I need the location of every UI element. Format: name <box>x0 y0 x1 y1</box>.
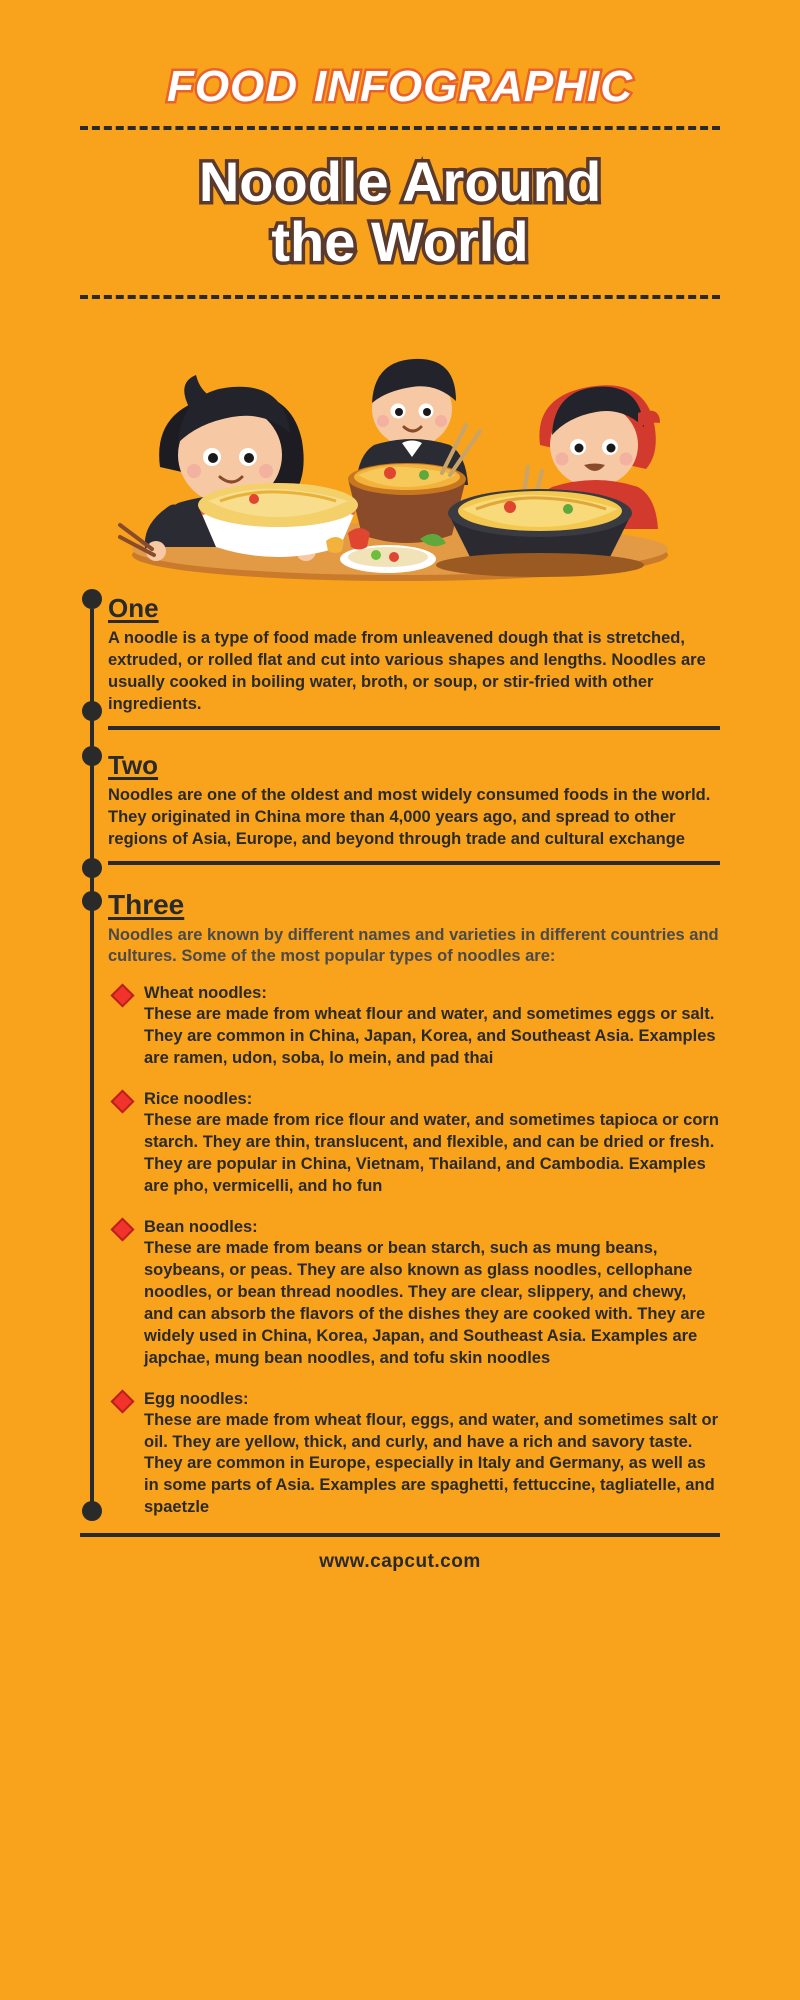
timeline-dot-three-top <box>82 891 102 911</box>
section-two <box>80 750 720 865</box>
divider-dashed-bottom <box>80 295 720 299</box>
noodle-type-name: Egg noodles: <box>144 1389 249 1408</box>
kids-eating-noodles-svg <box>90 317 710 587</box>
kicker-word-infographic: INFOGRAPHIC <box>314 62 634 111</box>
noodle-type-name: Rice noodles: <box>144 1090 253 1109</box>
section-one <box>80 593 720 730</box>
timeline-dot-one-bottom <box>82 701 102 721</box>
section-one-body: A noodle is a type of food made from unleavened dough that is stretched, extruded, or rolled flat and cut into various shapes and lengths. Noodles are usually cooked in boiling water, broth, or soup, or stir-fried with other ingredients. <box>108 628 706 713</box>
section-three-heading: Three <box>108 888 185 920</box>
timeline-dot-one-top <box>82 589 102 609</box>
section-three-body: Noodles are known by different names and varieties in different countries and cultures. Some of the most popular types of noodles are: <box>108 925 719 966</box>
timeline-dot-three-bottom <box>82 1501 102 1521</box>
footer-rule <box>80 1533 720 1537</box>
section-two-heading: Two <box>108 749 159 780</box>
noodle-type-description: These are made from wheat flour and water, and sometimes eggs or salt. They are common in China, Japan, Korea, and Southeast Asia. Examples are ramen, udon, soba, lo mein, and pad thai <box>144 1005 716 1068</box>
list-item <box>108 984 720 1070</box>
noodle-type-name: Wheat noodles: <box>144 984 267 1003</box>
section-two-rule <box>108 861 720 865</box>
section-two-body: Noodles are one of the oldest and most widely consumed foods in the world. They originated in China more than 4,000 years ago, and spread to other regions of Asia, Europe, and beyond through trade and cultural exchange <box>108 785 711 848</box>
noodle-type-name: Bean noodles: <box>144 1217 258 1236</box>
section-one-rule <box>108 726 720 730</box>
noodle-type-description: These are made from beans or bean starch, such as mung beans, soybeans, or peas. They are also known as glass noodles, cellophane noodles, or bean thread noodles. They are clear, slippery, and chewy, and can absorb the flavors of the dishes they are cooked with. They are widely used in China, Korea, Japan, and Southeast Asia. Examples are japchae, mung bean noodles, and tofu skin noodles <box>144 1238 706 1367</box>
list-item <box>108 1390 720 1520</box>
list-item <box>108 1090 720 1198</box>
divider-dashed-top <box>80 126 720 130</box>
footer-url[interactable]: www.capcut.com <box>319 1551 481 1573</box>
hero-illustration <box>90 317 710 587</box>
section-one-heading: One <box>108 592 159 623</box>
section-three <box>80 889 720 1520</box>
noodle-type-description: These are made from rice flour and water, and sometimes tapioca or corn starch. They are thin, translucent, and flexible, and can be dried or fresh. They are popular in China, Vietnam, Thailand, and Cambodia. Examples are pho, vermicelli, and ho fun <box>144 1111 719 1195</box>
diamond-bullet-icon <box>110 1217 134 1241</box>
diamond-bullet-icon <box>110 984 134 1008</box>
kicker <box>167 62 633 112</box>
diamond-bullet-icon <box>110 1090 134 1114</box>
timeline-dot-two-top <box>82 746 102 766</box>
timeline-dot-two-bottom <box>82 858 102 878</box>
page-title <box>50 152 750 273</box>
list-item <box>108 1218 720 1370</box>
page-title-line-2: the World <box>271 210 529 274</box>
kicker-word-food: FOOD <box>166 62 299 111</box>
header <box>0 0 800 299</box>
noodle-type-description: These are made from wheat flour, eggs, and water, and sometimes salt or oil. They are yellow, thick, and curly, and have a rich and savory taste. They are common in Europe, especially in Italy and Germany, as well as in some parts of Asia. Examples are spaghetti, fettuccine, tagliatelle, and spaetzle <box>144 1410 719 1517</box>
diamond-bullet-icon <box>110 1389 134 1413</box>
page-title-line-1: Noodle Around <box>198 150 602 213</box>
content-area <box>80 593 720 1519</box>
noodle-types-list <box>108 984 720 1519</box>
